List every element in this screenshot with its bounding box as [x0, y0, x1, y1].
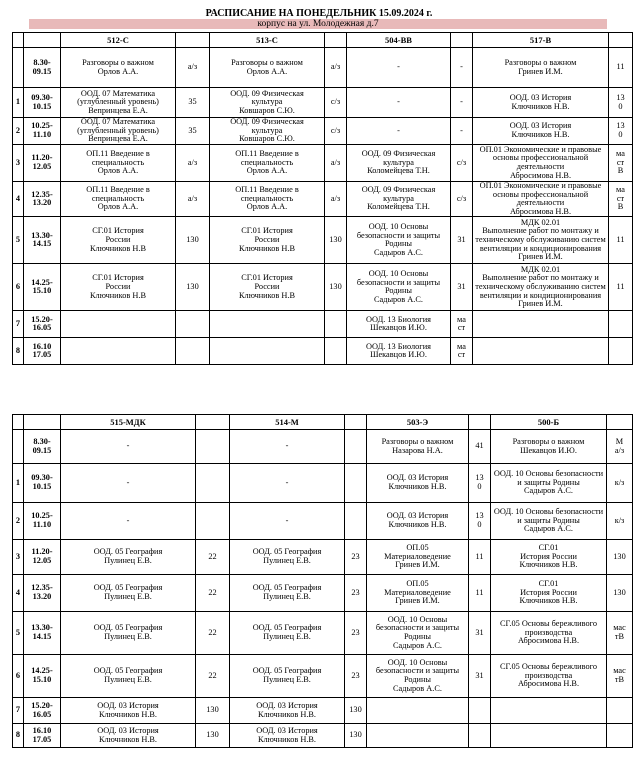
subject-cell: ООД. 10 Основы безопасности и защиты Родины Садыров А.С.	[367, 612, 469, 655]
page-subtitle: корпус на ул. Молодежная д.7	[29, 19, 607, 29]
subject-cell: ООД. 10 Основы безопасности и защиты Родины Садыров А.С.	[491, 464, 607, 503]
room-cell: -	[451, 88, 473, 118]
lesson-time: 8.30- 09.15	[24, 48, 61, 88]
subject-cell: Разговоры о важном Назарова Н.А.	[367, 430, 469, 464]
room-cell: с/з	[325, 118, 347, 145]
room-cell: М а/з	[607, 430, 633, 464]
lesson-number: 6	[13, 264, 24, 311]
room-cell: ма ст	[451, 311, 473, 338]
header-blank	[13, 415, 24, 430]
header-row	[13, 415, 633, 430]
subject-cell: -	[61, 430, 196, 464]
subject-cell: ООД. 03 История Ключников Н.В.	[473, 88, 609, 118]
room-cell: 22	[196, 575, 230, 612]
lesson-number: 6	[13, 655, 24, 698]
subject-cell: ООД. 03 История Ключников Н.В.	[230, 724, 345, 748]
lesson-time: 16.10 17.05	[24, 724, 61, 748]
subject-cell: ОП.11 Введение в специальность Орлов А.А.	[61, 145, 176, 182]
room-cell: 22	[196, 612, 230, 655]
room-cell: 31	[451, 264, 473, 311]
schedule-row	[13, 145, 633, 182]
room-cell: 130	[607, 575, 633, 612]
subject-cell: -	[61, 464, 196, 503]
room-cell: 130	[325, 217, 347, 264]
lesson-number: 5	[13, 217, 24, 264]
subject-cell: ООД. 09 Физическая культура Ковшаров С.Ю.	[210, 118, 325, 145]
room-cell: 23	[345, 575, 367, 612]
schedule-row	[13, 575, 633, 612]
lesson-number: 3	[13, 540, 24, 575]
subject-cell: СГ.01 История России Ключников Н.В	[210, 264, 325, 311]
lesson-time: 13.30- 14.15	[24, 612, 61, 655]
subject-cell: ООД. 03 История Ключников Н.В.	[230, 698, 345, 724]
subject-cell: -	[347, 88, 451, 118]
lesson-number	[13, 430, 24, 464]
subject-cell: ООД. 03 История Ключников Н.В.	[61, 698, 196, 724]
subject-cell: ОП.05 Материаловедение Гринев И.М.	[367, 540, 469, 575]
room-cell: 31	[469, 655, 491, 698]
room-cell: с/з	[325, 88, 347, 118]
lesson-number: 2	[13, 118, 24, 145]
subject-cell: СГ.05 Основы бережливого производства Абросимова Н.В.	[491, 655, 607, 698]
subject-cell: ООД. 09 Физическая культура Коломейцева Т.Н.	[347, 182, 451, 217]
room-cell	[607, 724, 633, 748]
subject-cell: -	[347, 48, 451, 88]
subject-cell: ОП.01 Экономические и правовые основы профессиональной деятельности Абросимова Н.В.	[473, 182, 609, 217]
room-cell: мас тВ	[607, 612, 633, 655]
room-cell: 130	[196, 724, 230, 748]
subject-cell: МДК 02.01 Выполнение работ по монтажу и техническому обслуживанию систем вентиляции и кондиционирования Гринев И.М.	[473, 264, 609, 311]
header-blank	[469, 415, 491, 430]
room-cell: 22	[196, 540, 230, 575]
room-cell: 22	[196, 655, 230, 698]
lesson-number: 7	[13, 698, 24, 724]
header-blank	[609, 33, 633, 48]
schedule-row	[13, 655, 633, 698]
subject-cell: ООД. 10 Основы безопасности и защиты Родины Садыров А.С.	[347, 264, 451, 311]
room-cell: 23	[345, 612, 367, 655]
room-cell: 130	[196, 698, 230, 724]
subject-cell: СГ.01 История России Ключников Н.В	[61, 264, 176, 311]
schedule-row	[13, 264, 633, 311]
lesson-number: 8	[13, 724, 24, 748]
room-cell	[609, 338, 633, 365]
schedule-row	[13, 217, 633, 264]
subject-cell	[210, 338, 325, 365]
lesson-number: 4	[13, 182, 24, 217]
subject-cell	[367, 724, 469, 748]
subject-cell	[491, 724, 607, 748]
subject-cell: ОП.11 Введение в специальность Орлов А.А.	[210, 145, 325, 182]
lesson-time: 09.30- 10.15	[24, 88, 61, 118]
subject-cell	[491, 698, 607, 724]
lesson-number: 8	[13, 338, 24, 365]
room-cell: ма ст	[451, 338, 473, 365]
room-cell: ма ст В	[609, 182, 633, 217]
lesson-time: 16.10 17.05	[24, 338, 61, 365]
lesson-time: 10.25- 11.10	[24, 503, 61, 540]
room-cell: 130	[325, 264, 347, 311]
subject-cell: ООД. 03 История Ключников Н.В.	[367, 503, 469, 540]
lesson-time: 15.20- 16.05	[24, 311, 61, 338]
group-header: 512-С	[61, 33, 176, 48]
subject-cell: ООД. 13 Биология Шекавцов И.Ю.	[347, 338, 451, 365]
room-cell: с/з	[451, 145, 473, 182]
subject-cell: СГ.01 История России Ключников Н.В.	[491, 575, 607, 612]
subject-cell: ООД. 13 Биология Шекавцов И.Ю.	[347, 311, 451, 338]
subject-cell: СГ.05 Основы бережливого производства Абросимова Н.В.	[491, 612, 607, 655]
room-cell: 13 0	[469, 503, 491, 540]
lesson-time: 11.20- 12.05	[24, 540, 61, 575]
room-cell: а/з	[325, 145, 347, 182]
lesson-time: 12.35- 13.20	[24, 182, 61, 217]
subject-cell: ООД. 09 Физическая культура Ковшаров С.Ю.	[210, 88, 325, 118]
group-header: 504-ВВ	[347, 33, 451, 48]
room-cell: а/з	[176, 48, 210, 88]
room-cell	[176, 311, 210, 338]
room-cell	[196, 430, 230, 464]
subject-cell: ООД. 05 География Пулинец Е.В.	[61, 612, 196, 655]
group-header: 515-МДК	[61, 415, 196, 430]
subject-cell: ООД. 05 География Пулинец Е.В.	[61, 575, 196, 612]
schedule-row	[13, 182, 633, 217]
room-cell: а/з	[176, 145, 210, 182]
room-cell: 130	[345, 698, 367, 724]
schedule-table-2	[12, 414, 633, 748]
header-row	[13, 33, 633, 48]
room-cell	[607, 698, 633, 724]
room-cell	[609, 311, 633, 338]
room-cell: 11	[609, 48, 633, 88]
subject-cell	[61, 311, 176, 338]
subject-cell: ООД. 03 История Ключников Н.В.	[473, 118, 609, 145]
room-cell: 35	[176, 118, 210, 145]
subject-cell: ООД. 05 География Пулинец Е.В.	[61, 655, 196, 698]
room-cell	[325, 311, 347, 338]
header-blank	[345, 415, 367, 430]
subject-cell: ООД. 10 Основы безопасности и защиты Родины Садыров А.С.	[491, 503, 607, 540]
schedule-row	[13, 698, 633, 724]
room-cell: 23	[345, 655, 367, 698]
lesson-number	[13, 48, 24, 88]
group-header: 513-С	[210, 33, 325, 48]
subject-cell: ООД. 10 Основы безопасности и защиты Родины Садыров А.С.	[347, 217, 451, 264]
room-cell	[345, 464, 367, 503]
schedule-row	[13, 724, 633, 748]
room-cell	[345, 503, 367, 540]
room-cell: 11	[469, 540, 491, 575]
subject-cell	[61, 338, 176, 365]
subject-cell: ООД. 05 География Пулинец Е.В.	[230, 575, 345, 612]
subject-cell: СГ.01 История России Ключников Н.В	[61, 217, 176, 264]
room-cell: 130	[176, 264, 210, 311]
subject-cell: СГ.01 История России Ключников Н.В.	[491, 540, 607, 575]
subject-cell	[367, 698, 469, 724]
subject-cell: ООД. 05 География Пулинец Е.В.	[230, 612, 345, 655]
subject-cell: СГ.01 История России Ключников Н.В	[210, 217, 325, 264]
group-header: 500-Б	[491, 415, 607, 430]
room-cell	[196, 464, 230, 503]
schedule-row	[13, 430, 633, 464]
header-blank	[607, 415, 633, 430]
schedule-row	[13, 540, 633, 575]
room-cell: 130	[176, 217, 210, 264]
lesson-time: 14.25- 15.10	[24, 655, 61, 698]
group-header: 517-В	[473, 33, 609, 48]
lesson-number: 3	[13, 145, 24, 182]
subject-cell: Разговоры о важном Гринев И.М.	[473, 48, 609, 88]
room-cell: 41	[469, 430, 491, 464]
room-cell	[176, 338, 210, 365]
lesson-time: 13.30- 14.15	[24, 217, 61, 264]
room-cell: 11	[609, 217, 633, 264]
page-title: РАСПИСАНИЕ НА ПОНЕДЕЛЬНИК 15.09.2024 г.	[205, 8, 433, 19]
subject-cell: ОП.11 Введение в специальность Орлов А.А.	[61, 182, 176, 217]
room-cell: а/з	[176, 182, 210, 217]
subject-cell: ООД. 07 Математика (углубленный уровень) Вепринцева Е.А.	[61, 118, 176, 145]
room-cell: 13 0	[609, 88, 633, 118]
room-cell	[469, 724, 491, 748]
room-cell: 11	[469, 575, 491, 612]
subject-cell	[210, 311, 325, 338]
room-cell: 13 0	[469, 464, 491, 503]
group-header: 503-Э	[367, 415, 469, 430]
room-cell: ма ст В	[609, 145, 633, 182]
lesson-number: 7	[13, 311, 24, 338]
header-blank	[176, 33, 210, 48]
subject-cell: Разговоры о важном Орлов А.А.	[210, 48, 325, 88]
schedule-row	[13, 464, 633, 503]
room-cell	[345, 430, 367, 464]
room-cell	[469, 698, 491, 724]
lesson-time: 10.25- 11.10	[24, 118, 61, 145]
lesson-number: 5	[13, 612, 24, 655]
subject-cell: ООД. 09 Физическая культура Коломейцева Т.Н.	[347, 145, 451, 182]
schedule-row	[13, 311, 633, 338]
header-blank	[24, 415, 61, 430]
room-cell: 130	[607, 540, 633, 575]
room-cell: 13 0	[609, 118, 633, 145]
room-cell: 31	[451, 217, 473, 264]
lesson-number: 4	[13, 575, 24, 612]
subject-cell: ООД. 03 История Ключников Н.В.	[61, 724, 196, 748]
subject-cell: ОП.05 Материаловедение Гринев И.М.	[367, 575, 469, 612]
schedule-table-1	[12, 32, 633, 365]
lesson-number: 1	[13, 464, 24, 503]
subject-cell	[473, 338, 609, 365]
room-cell: к/з	[607, 503, 633, 540]
room-cell: а/з	[325, 182, 347, 217]
subject-cell: ОП.01 Экономические и правовые основы профессиональной деятельности Абросимова Н.В.	[473, 145, 609, 182]
lesson-time: 09.30- 10.15	[24, 464, 61, 503]
subject-cell: -	[61, 503, 196, 540]
lesson-time: 12.35- 13.20	[24, 575, 61, 612]
group-header: 514-М	[230, 415, 345, 430]
subject-cell: Разговоры о важном Шекавцов И.Ю.	[491, 430, 607, 464]
room-cell: -	[451, 48, 473, 88]
subject-cell: МДК 02.01 Выполнение работ по монтажу и техническому обслуживанию систем вентиляции и кондиционирования Гринев И.М.	[473, 217, 609, 264]
header-blank	[451, 33, 473, 48]
subject-cell: ОП.11 Введение в специальность Орлов А.А.	[210, 182, 325, 217]
schedule-row	[13, 88, 633, 118]
subject-cell: -	[230, 503, 345, 540]
lesson-time: 8.30- 09.15	[24, 430, 61, 464]
subject-cell: ООД. 05 География Пулинец Е.В.	[61, 540, 196, 575]
room-cell: 31	[469, 612, 491, 655]
schedule-row	[13, 338, 633, 365]
subject-cell	[473, 311, 609, 338]
header-blank	[13, 33, 24, 48]
schedule-row	[13, 612, 633, 655]
subject-cell: ООД. 10 Основы безопасности и защиты Родины Садыров А.С.	[367, 655, 469, 698]
lesson-time: 15.20- 16.05	[24, 698, 61, 724]
subject-cell: ООД. 07 Математика (углубленный уровень) Вепринцева Е.А.	[61, 88, 176, 118]
subject-cell: -	[230, 430, 345, 464]
subject-cell: Разговоры о важном Орлов А.А.	[61, 48, 176, 88]
subject-cell: ООД. 03 История Ключников Н.В.	[367, 464, 469, 503]
lesson-time: 14.25- 15.10	[24, 264, 61, 311]
schedule-row	[13, 118, 633, 145]
subject-cell: -	[347, 118, 451, 145]
room-cell: 130	[345, 724, 367, 748]
room-cell: с/з	[451, 182, 473, 217]
header-blank	[196, 415, 230, 430]
schedule-row	[13, 503, 633, 540]
room-cell: к/з	[607, 464, 633, 503]
lesson-number: 2	[13, 503, 24, 540]
subject-cell: ООД. 05 География Пулинец Е.В.	[230, 540, 345, 575]
room-cell: 11	[609, 264, 633, 311]
room-cell: -	[451, 118, 473, 145]
subject-cell: ООД. 05 География Пулинец Е.В.	[230, 655, 345, 698]
header-blank	[24, 33, 61, 48]
header-blank	[325, 33, 347, 48]
lesson-time: 11.20- 12.05	[24, 145, 61, 182]
room-cell: 23	[345, 540, 367, 575]
room-cell: мас тВ	[607, 655, 633, 698]
room-cell	[196, 503, 230, 540]
room-cell: 35	[176, 88, 210, 118]
subject-cell: -	[230, 464, 345, 503]
lesson-number: 1	[13, 88, 24, 118]
schedule-row	[13, 48, 633, 88]
room-cell: а/з	[325, 48, 347, 88]
room-cell	[325, 338, 347, 365]
